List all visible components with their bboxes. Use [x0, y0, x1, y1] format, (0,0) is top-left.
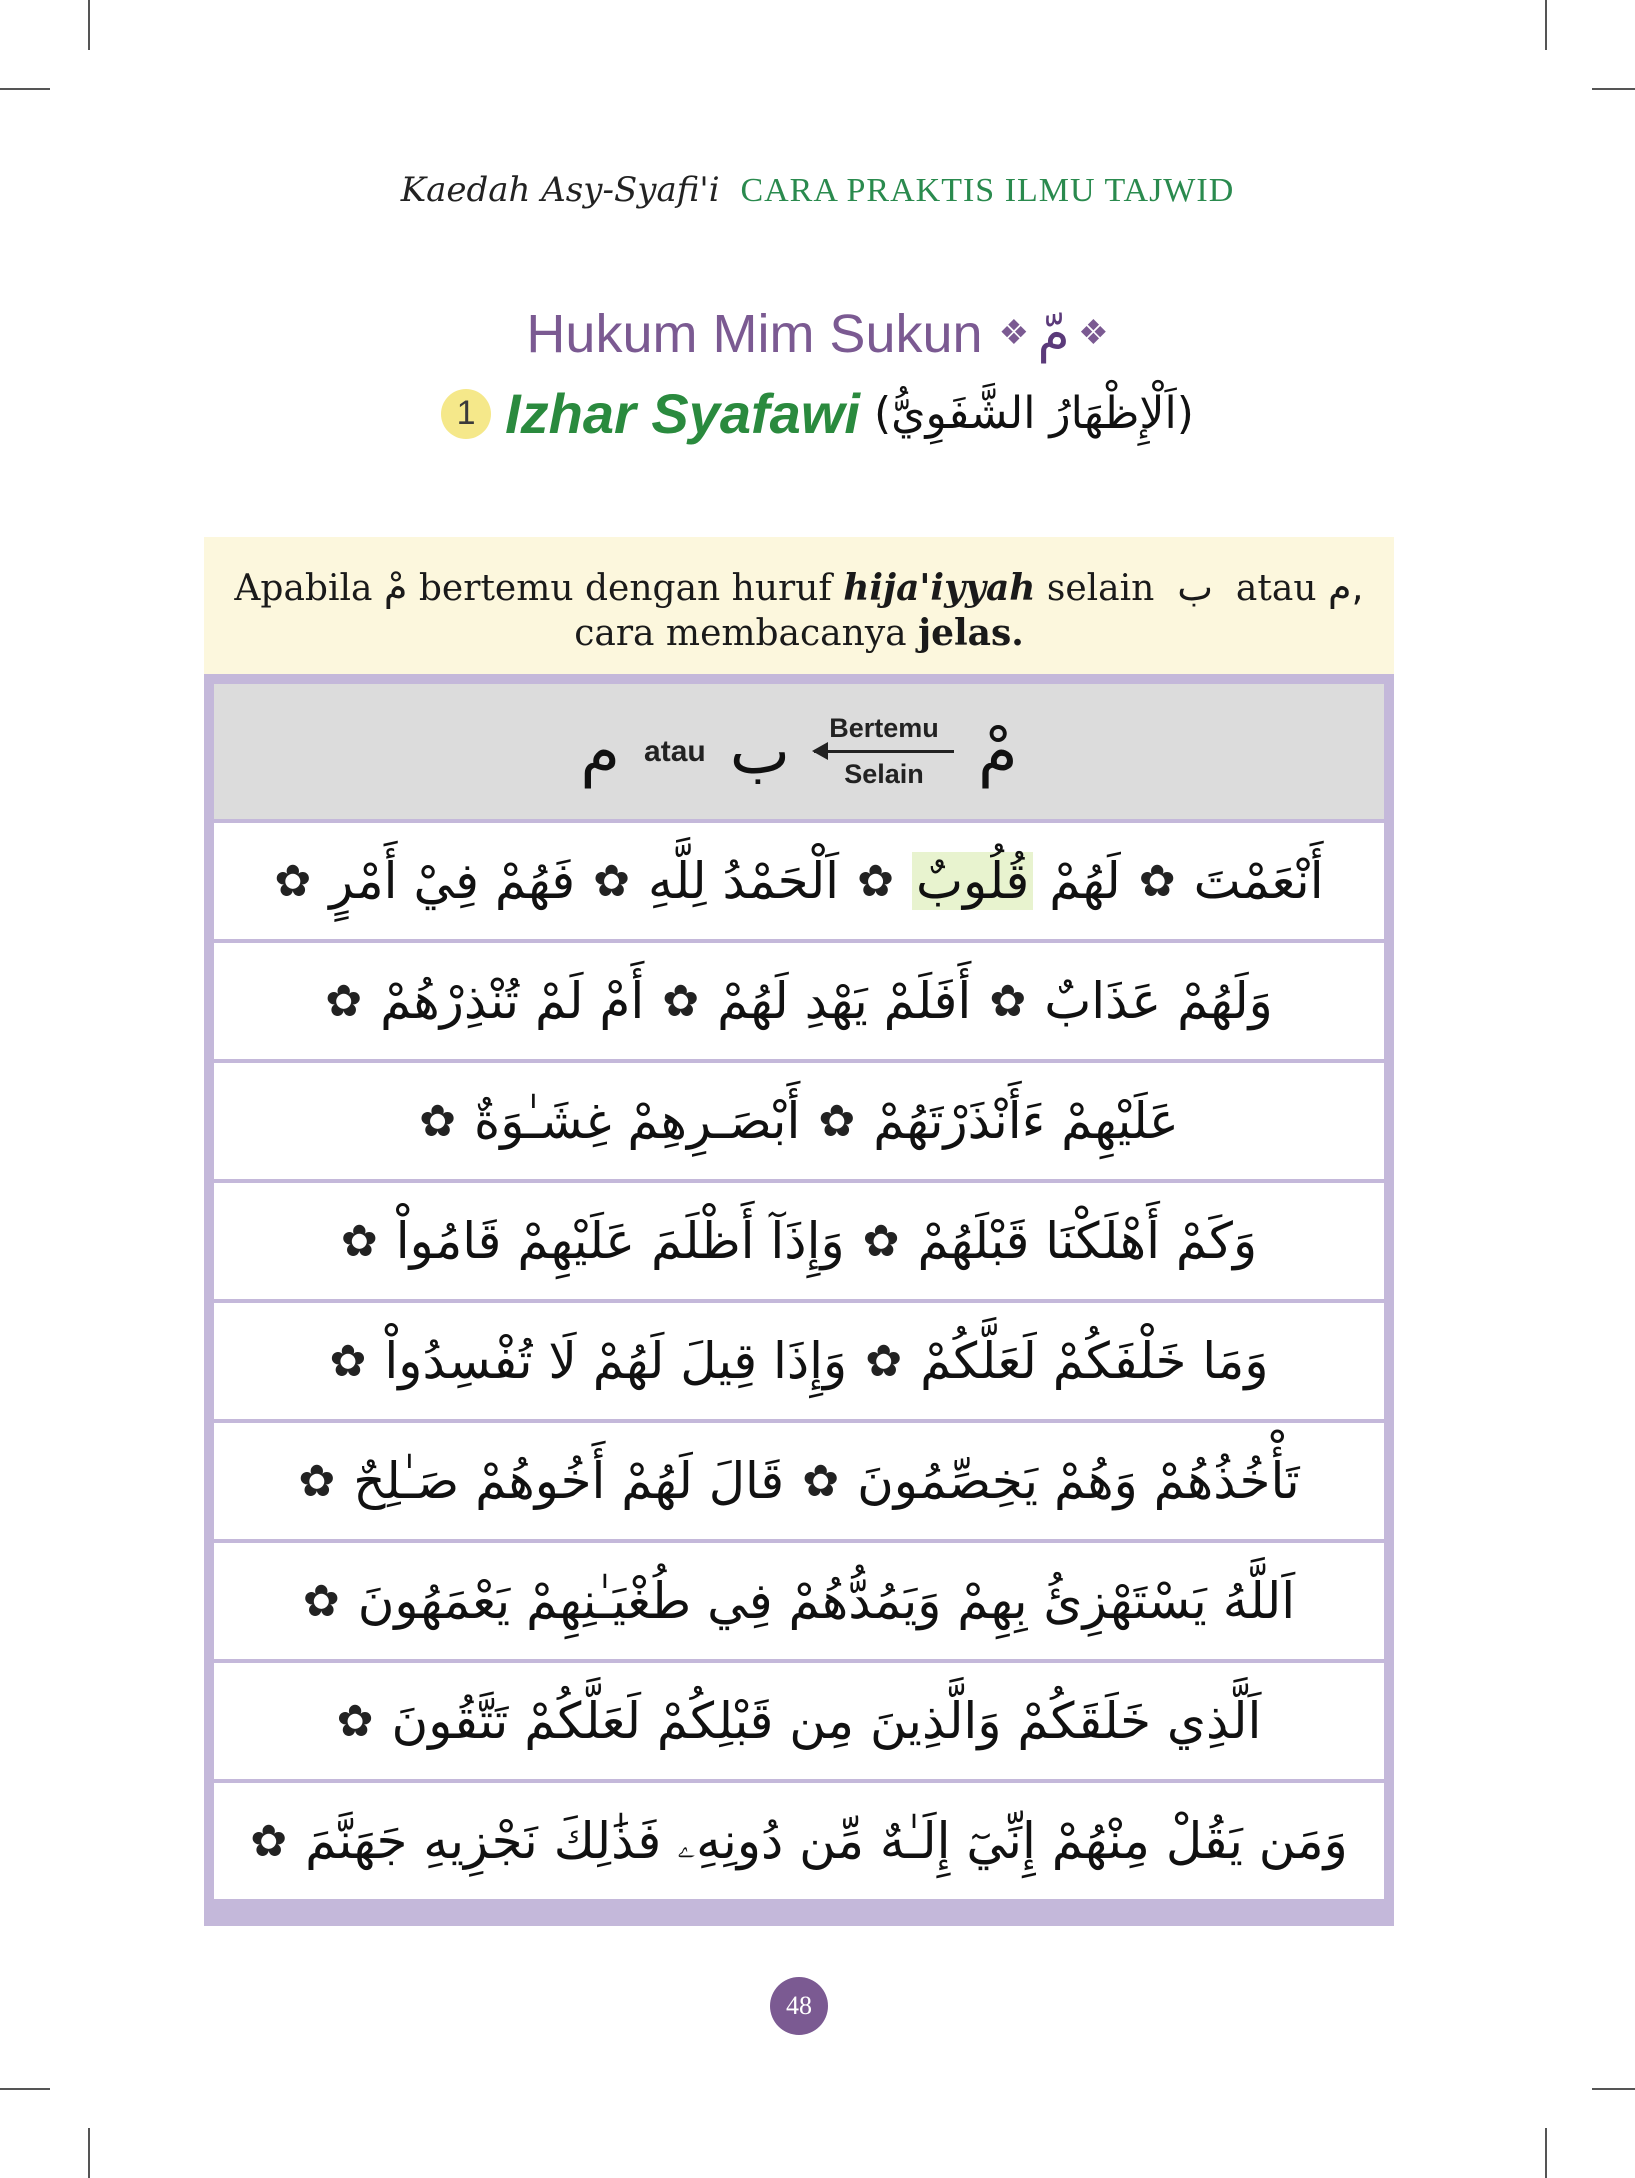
crop-mark [88, 2128, 90, 2178]
star-separator-icon: ✿ [298, 1455, 336, 1507]
table-row [214, 1783, 1384, 1899]
example-phrase: تَأْخُذُهُمْ وَهُمْ يَخِصِّمُونَ [857, 1452, 1300, 1510]
star-separator-icon: ✿ [274, 855, 312, 907]
section-title [526, 295, 1108, 373]
star-separator-icon: ✿ [593, 855, 631, 907]
rule-name: Izhar Syafawi [505, 382, 860, 445]
ornament-frame-icon [999, 295, 1109, 373]
star-separator-icon: ✿ [302, 1575, 340, 1627]
title-block [0, 295, 1635, 446]
star-separator-icon: ✿ [419, 1095, 456, 1147]
intro-text: cara membacanya [574, 613, 907, 654]
star-separator-icon: ✿ [1138, 855, 1176, 907]
rule-heading [441, 381, 1194, 446]
intro-text: Apabila [234, 568, 373, 609]
crop-mark [1545, 2128, 1547, 2178]
intro-text: atau [1235, 568, 1317, 609]
table-row [214, 1303, 1384, 1419]
rule-number-badge: 1 [441, 389, 491, 439]
running-header [0, 170, 1635, 210]
table-row [214, 823, 1384, 939]
star-separator-icon: ✿ [862, 1215, 900, 1267]
star-separator-icon: ✿ [329, 1335, 367, 1387]
arrow-left-icon [814, 750, 954, 753]
rule-arabic-name: (اَلْإِظْهَارُ الشَّفَوِيُّ) [873, 388, 1194, 439]
intro-text: bertemu dengan huruf [418, 568, 832, 609]
example-phrase: وَلَهُمْ عَذَابٌ [1044, 972, 1273, 1030]
crop-mark [1592, 88, 1635, 90]
table-row [214, 943, 1384, 1059]
intro-text: selain [1046, 568, 1155, 609]
arrow-label [814, 713, 954, 790]
example-phrase: عَلَيْهِمْ ءَأَنْذَرْتَهُمْ [873, 1092, 1179, 1150]
crop-mark [1545, 0, 1547, 50]
intro-mim: م, [1327, 565, 1364, 609]
book-brand: Kaedah Asy-Syafi'i [400, 170, 720, 210]
example-phrase: وَإِذَا قِيلَ لَهُمْ لَا تُفْسِدُواْ [384, 1332, 848, 1390]
header-atau: atau [644, 734, 706, 768]
label-selain: Selain [844, 759, 924, 789]
crop-mark [0, 2088, 50, 2090]
star-separator-icon: ✿ [325, 975, 363, 1027]
flourish-right-icon: ❖ [1078, 314, 1109, 352]
example-phrase: أَمْ لَمْ تُنْذِرْهُمْ [380, 972, 645, 1030]
intro-mim: مْ [383, 565, 408, 609]
star-separator-icon: ✿ [865, 1335, 903, 1387]
example-phrase: أَبْصَـرِهِمْ غِشَـٰوَةٌ [474, 1092, 801, 1150]
table-row [214, 1183, 1384, 1299]
table-row [214, 1423, 1384, 1539]
example-phrase: وَإِذَآ أَظْلَمَ عَلَيْهِمْ قَامُواْ [395, 1212, 845, 1270]
example-phrase: وَمَن يَقُلْ مِنْهُمْ إِنِّيٓ إِلَـٰهٌ مِّن دُونِهِۦ فَذَٰلِكَ نَجْزِيهِ جَهَنَّمَ [305, 1811, 1348, 1870]
star-separator-icon: ✿ [802, 1455, 840, 1507]
star-separator-icon: ✿ [340, 1215, 378, 1267]
intro-ba: ب [1177, 565, 1214, 609]
intro-emphasis: jelas. [918, 612, 1024, 654]
star-separator-icon: ✿ [250, 1815, 288, 1867]
example-phrase: وَمَا خَلْفَكُمْ لَعَلَّكُمْ [920, 1332, 1269, 1390]
examples-table [204, 674, 1394, 1926]
example-phrase: أَنْعَمْتَ [1193, 852, 1324, 910]
flourish-left-icon: ❖ [998, 314, 1030, 352]
table-header [214, 684, 1384, 819]
star-separator-icon: ✿ [336, 1695, 374, 1747]
crop-mark [0, 88, 50, 90]
page-number: 48 [770, 1977, 828, 2035]
crop-mark [1592, 2088, 1635, 2090]
example-phrase: اَلَّذِي خَلَقَكُمْ وَالَّذِينَ مِن قَبْلِكُمْ لَعَلَّكُمْ تَتَّقُونَ [391, 1692, 1262, 1750]
star-separator-icon: ✿ [857, 855, 894, 907]
example-phrase: قَالَ لَهُمْ أَخُوهُمْ صَـٰلِحٌ [353, 1452, 785, 1510]
example-phrase: أَفَلَمْ يَهْدِ لَهُمْ [717, 972, 972, 1030]
rule-explanation [204, 537, 1394, 674]
book-subtitle: CARA PRAKTIS ILMU TAJWID [740, 172, 1235, 209]
header-mim: م [580, 714, 621, 789]
table-row [214, 1543, 1384, 1659]
example-phrase: اَلْحَمْدُ لِلَّهِ [648, 852, 840, 910]
table-row [214, 1063, 1384, 1179]
star-separator-icon: ✿ [989, 975, 1027, 1027]
example-rows [214, 823, 1384, 1899]
ornament-glyph: مّ [1037, 304, 1070, 364]
section-title-text: Hukum Mim Sukun [526, 304, 983, 364]
intro-term: hija'iyyah [843, 567, 1036, 609]
crop-mark [88, 0, 90, 50]
label-bertemu: Bertemu [829, 713, 939, 743]
example-phrase: فَهُمْ فِيْ أَمْرٍ [329, 852, 576, 910]
example-phrase: وَكَمْ أَهْلَكْنَا قَبْلَهُمْ [917, 1212, 1258, 1270]
table-row [214, 1663, 1384, 1779]
star-separator-icon: ✿ [818, 1095, 856, 1147]
header-ba: ب [729, 714, 790, 789]
star-separator-icon: ✿ [662, 975, 700, 1027]
example-phrase: اَللَّهُ يَسْتَهْزِئُ بِهِمْ وَيَمُدُّهُمْ فِي طُغْيَـٰنِهِمْ يَعْمَهُونَ [357, 1572, 1296, 1630]
header-mim-sukun: مْ [977, 714, 1018, 789]
highlighted-word: قُلُوبٌ [912, 852, 1033, 910]
example-phrase: لَهُمْ [1049, 852, 1121, 910]
